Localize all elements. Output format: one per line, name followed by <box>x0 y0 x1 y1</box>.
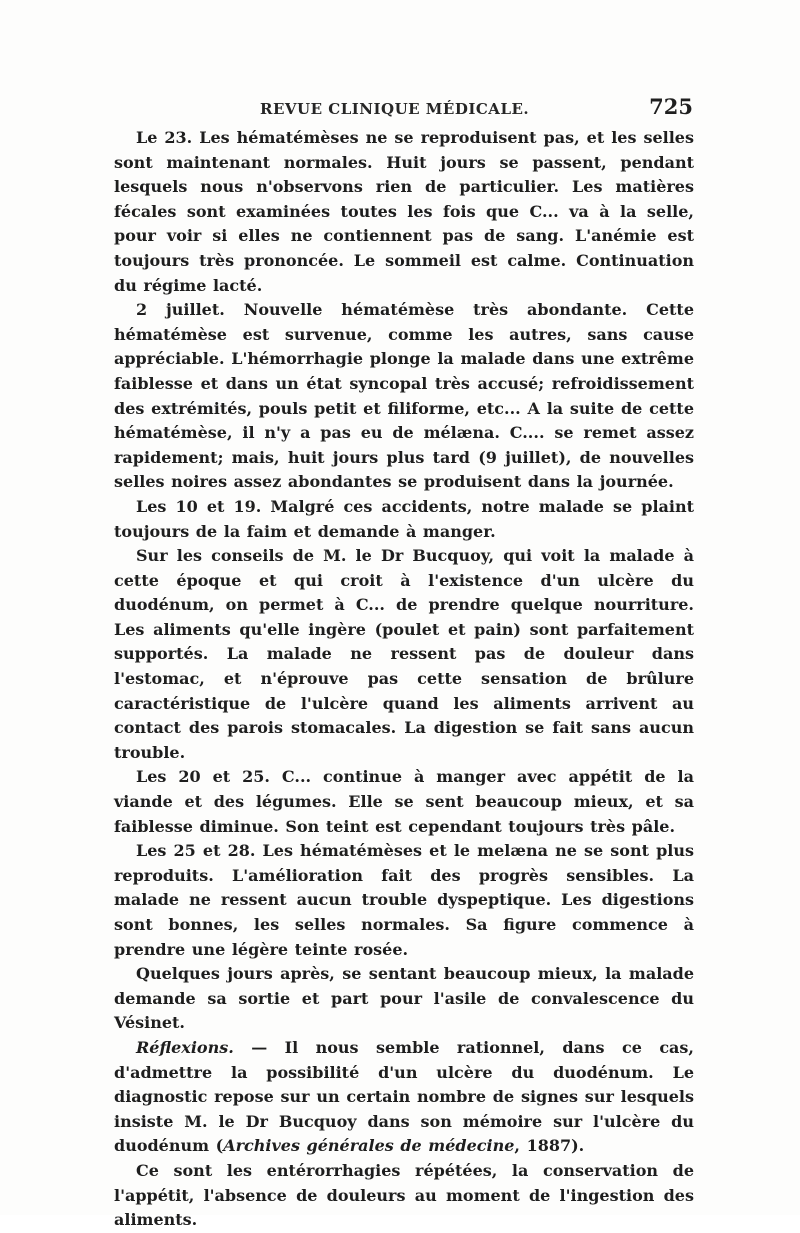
paragraph-conseils-bucquoy: Sur les conseils de M. le Dr Bucquoy, qui voit la malade à cette époque et qui croit à l'existence d'un ulcère du duodénum, on permet à C... de prendre quelque nourriture. Les aliments qu'elle ingère (poulet et pain) sont parfaitement supportés. La malade ne ressent pas de douleur dans l'estomac, et n'éprouve pas cette sensation de brûlure caractéristique de l'ulcère quand les aliments arrivent au contact des parois stomacales. La digestion se fait sans aucun trouble. <box>114 546 694 762</box>
paragraph-les-25-et-28: Les 25 et 28. Les hématémèses et le melæna ne se sont plus reproduits. L'amélioration fait des progrès sensibles. La malade ne ressent aucun trouble dyspeptique. Les digestions sont bonnes, les selles normales. Sa figure commence à prendre une légère teinte rosée. <box>114 841 694 959</box>
page-number: 725 <box>649 94 693 119</box>
paragraph-les-10-et-19: Les 10 et 19. Malgré ces accidents, notre malade se plaint toujours de la faim et demande à manger. <box>114 496 694 541</box>
paragraph-les-20-et-25: Les 20 et 25. C... continue à manger avec appétit de la viande et des légumes. Elle se sent beaucoup mieux, et sa faiblesse diminue. Son teint est cependant toujours très pâle. <box>114 767 694 836</box>
body-text <box>114 126 694 1233</box>
paragraph-quelques-jours: Quelques jours après, se sentant beaucoup mieux, la malade demande sa sortie et part pour l'asile de convalescence du Vésinet. <box>114 964 694 1033</box>
page-header <box>112 92 697 126</box>
reflexions-citation-end: , 1887). <box>514 1136 585 1156</box>
paragraph-conclusion: Ce sont les entérorrhagies répétées, la conservation de l'appétit, l'absence de douleurs au moment de l'ingestion des aliments. <box>114 1160 694 1230</box>
paragraph-le-23: Le 23. Les hématémèses ne se reproduisent pas, et les selles sont maintenant normales. Huit jours se passent, pendant lesquels nous n'observons rien de particulier. Les matières fécales sont examinées toutes les fois que C... va à la selle, pour voir si elles ne contiennent pas de sang. L'anémie est toujours très prononcée. Le sommeil est calme. Continuation du régime lacté. <box>114 128 694 295</box>
journal-title: Archives générales de médecine <box>223 1136 515 1156</box>
paragraph-2-juillet: 2 juillet. Nouvelle hématémèse très abondante. Cette hématémèse est survenue, comme les autres, sans cause appréciable. L'hémorrhagie plonge la malade dans une extrême faiblesse et dans un état syncopal très accusé; refroidissement des extrémités, pouls petit et filiforme, etc... A la suite de cette hématémèse, il n'y a pas eu de mélæna. C.... se remet assez rapidement; mais, huit jours plus tard (9 juillet), de nouvelles selles noires assez abondantes se produisent dans la journée. <box>114 300 694 492</box>
running-title: REVUE CLINIQUE MÉDICALE. <box>260 100 530 118</box>
paragraph-reflexions <box>114 1036 694 1159</box>
reflexions-text: — Il nous semble rationnel, dans ce cas, d'admettre la possibilité d'un ulcère du duodénum. Le diagnostic repose sur un certain nombre de signes sur lesquels insiste M. le Dr Bucquoy dans son mémoire sur l'ulcère du duodénum ( <box>114 1037 694 1156</box>
reflexions-label: Réflexions. <box>136 1037 234 1057</box>
